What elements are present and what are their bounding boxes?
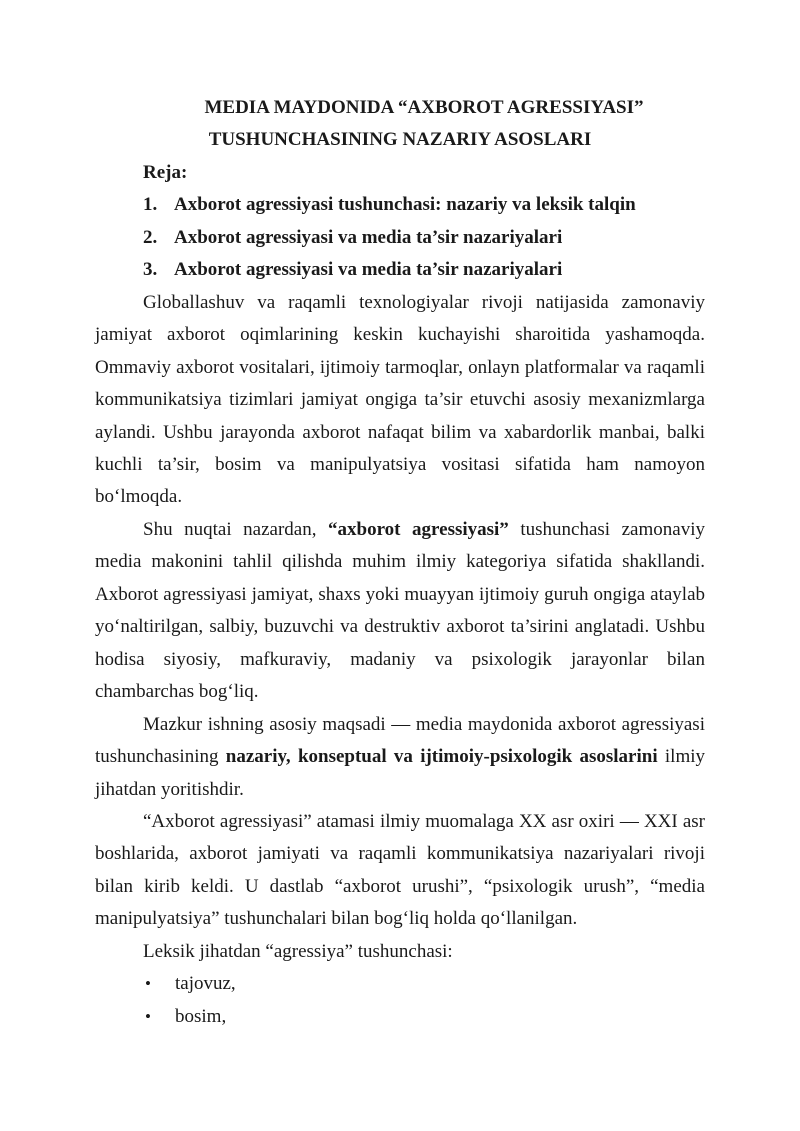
title-line-2: TUSHUNCHASINING NAZARIY ASOSLARI (208, 129, 592, 151)
body-paragraph-3: Mazkur ishning asosiy maqsadi — media maydonida axborot agressiyasi tushunchasining nazariy, konseptual va ijtimoiy-psixologik asoslarini ilmiy jihatdan yoritishdir. (95, 713, 705, 800)
body-paragraph-4: “Axborot agressiyasi” atamasi ilmiy muomalaga XX asr oxiri — XXI asr boshlarida, axborot jamiyati va raqamli kommunikatsiya nazariyalari rivoji bilan kirib keldi. U dastlab “axborot urushi”, “psixologik urush”, “media manipulyatsiya” tushunchalari bilan bog‘liq holda qo‘llanilgan. (95, 810, 705, 930)
plan-item-3 (95, 254, 705, 286)
body-paragraph-5: Leksik jihatdan “agressiya” tushunchasi: (143, 940, 453, 962)
bullet-item-1 (95, 968, 705, 1000)
body-paragraph-1: Globallashuv va raqamli texnologiyalar rivoji natijasida zamonaviy jamiyat axborot oqimlarining keskin kuchayishi sharoitida yashamoqda. Ommaviy axborot vositalari, ijtimoiy tarmoqlar, onlayn platformalar va raqamli kommunikatsiya tizimlari jamiyat ongiga ta’sir etuvchi asosiy mexanizmlarga aylandi. Ushbu jarayonda axborot nafaqat bilim va xabardorlik manbai, balki kuchli ta’sir, bosim va manipulyatsiya vositasi sifatida ham namoyon bo‘lmoqda. (95, 291, 705, 508)
plan-item-text: Axborot agressiyasi tushunchasi: nazariy va leksik talqin (174, 194, 636, 216)
bullet-item-text: bosim, (175, 1005, 227, 1027)
bullet-icon: • (145, 974, 151, 994)
plan-item-number: 1. (143, 194, 158, 216)
plan-item-number: 3. (143, 259, 158, 281)
title-line-1: MEDIA MAYDONIDA “AXBOROT AGRESSIYASI” (204, 97, 644, 118)
plan-item-text: Axborot agressiyasi va media ta’sir nazariyalari (174, 259, 563, 281)
document-title (95, 92, 705, 157)
bullet-item-text: tajovuz, (175, 973, 236, 995)
plan-item-number: 2. (143, 226, 158, 248)
plan-item-1 (95, 189, 705, 221)
plan-heading: Reja: (143, 161, 188, 183)
body-paragraph-2: Shu nuqtai nazardan, “axborot agressiyasi” tushunchasi zamonaviy media makonini tahlil qilishda muhim ilmiy kategoriya sifatida shakllandi. Axborot agressiyasi jamiyat, shaxs yoki muayyan ijtimoiy guruh ongiga ataylab yo‘naltirilgan, salbiy, buzuvchi va destruktiv axborot ta’sirini anglatadi. Ushbu hodisa siyosiy, mafkuraviy, madaniy va psixologik jarayonlar bilan chambarchas bog‘liq. (95, 518, 705, 703)
plan-item-text: Axborot agressiyasi va media ta’sir nazariyalari (174, 226, 563, 248)
bullet-item-2 (95, 1001, 705, 1033)
plan-item-2 (95, 222, 705, 254)
bullet-icon: • (145, 1006, 151, 1026)
